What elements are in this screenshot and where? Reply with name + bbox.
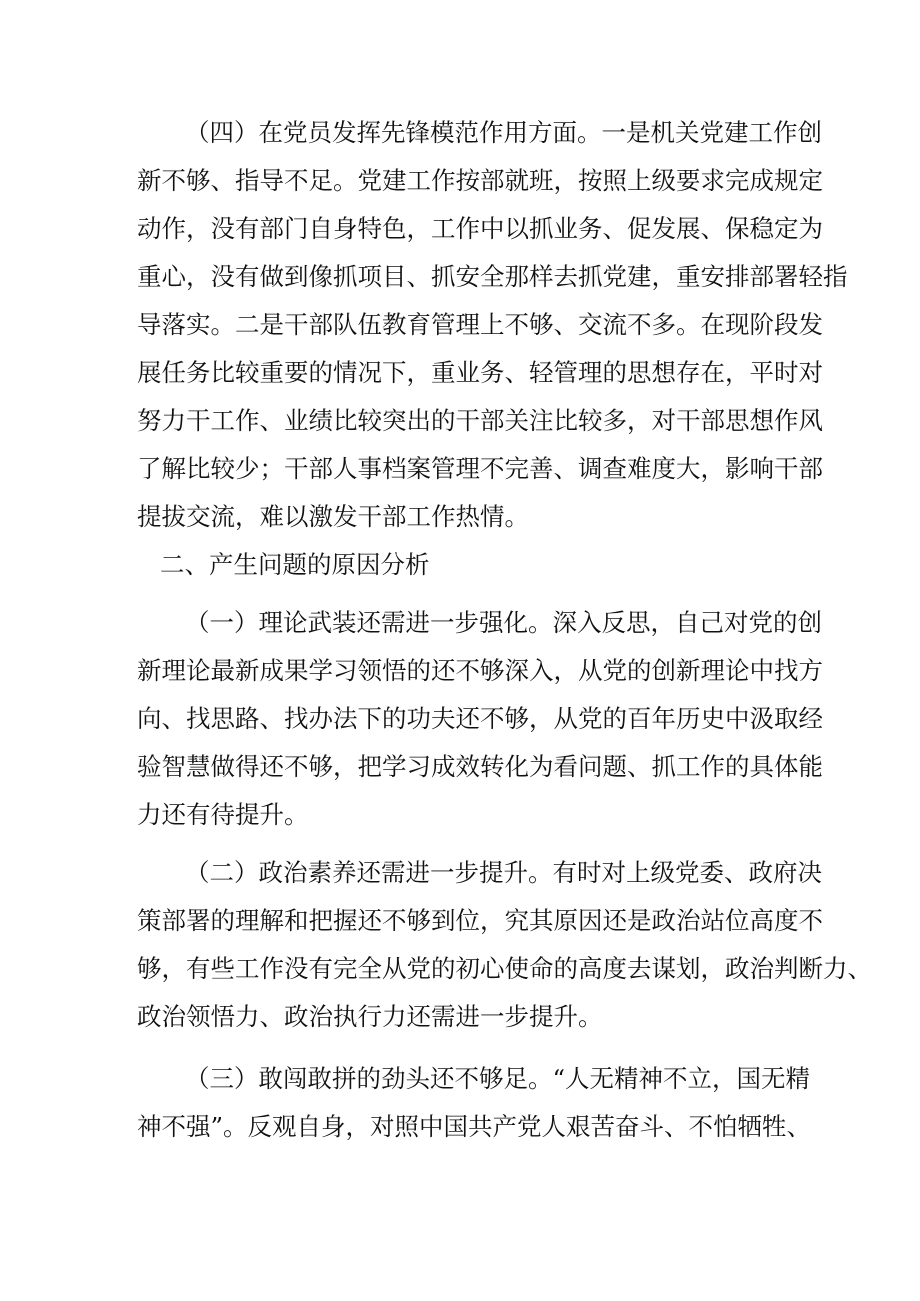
- paragraph-3-line-1: （三）敢闯敢拼的劲头还不够足。“人无精神不立，国无精: [185, 1064, 811, 1093]
- paragraph-4-line-9: 提拔交流，难以激发干部工作热情。: [137, 502, 529, 531]
- paragraph-1-line-1: （一）理论武装还需进一步强化。深入反思，自己对党的创: [185, 608, 822, 637]
- paragraph-4-line-1: （四）在党员发挥先锋模范作用方面。一是机关党建工作创: [185, 118, 822, 147]
- paragraph-1-line-3: 向、找思路、找办法下的功夫还不够，从党的百年历史中汲取经: [137, 704, 823, 733]
- paragraph-2-line-2: 策部署的理解和把握还不够到位，究其原因还是政治站位高度不: [137, 906, 823, 935]
- paragraph-4-line-2: 新不够、指导不足。党建工作按部就班，按照上级要求完成规定: [137, 166, 823, 195]
- paragraph-4-line-4: 重心，没有做到像抓项目、抓安全那样去抓党建，重安排部署轻指: [137, 262, 848, 291]
- paragraph-3-line-2: 神不强”。反观自身，对照中国共产党人艰苦奋斗、不怕牺牲、: [137, 1112, 812, 1141]
- paragraph-1-line-2: 新理论最新成果学习领悟的还不够深入，从党的创新理论中找方: [137, 656, 823, 685]
- paragraph-1-line-4: 验智慧做得还不够，把学习成效转化为看问题、抓工作的具体能: [137, 752, 823, 781]
- paragraph-4-line-6: 展任务比较重要的情况下，重业务、轻管理的思想存在，平时对: [137, 358, 823, 387]
- paragraph-2-line-3: 够，有些工作没有完全从党的初心使命的高度去谋划，政治判断力、: [137, 954, 872, 983]
- paragraph-2-line-4: 政治领悟力、政治执行力还需进一步提升。: [137, 1002, 603, 1031]
- paragraph-4-line-5: 导落实。二是干部队伍教育管理上不够、交流不多。在现阶段发: [137, 310, 823, 339]
- paragraph-4-line-3: 动作，没有部门自身特色，工作中以抓业务、促发展、保稳定为: [137, 214, 823, 243]
- paragraph-4-line-8: 了解比较少；干部人事档案管理不完善、调查难度大，影响干部: [137, 454, 823, 483]
- paragraph-1-line-5: 力还有待提升。: [137, 800, 309, 829]
- paragraph-2-line-1: （二）政治素养还需进一步提升。有时对上级党委、政府决: [185, 858, 822, 887]
- paragraph-4-line-7: 努力干工作、业绩比较突出的干部关注比较多，对干部思想作风: [137, 406, 823, 435]
- section-heading: 二、产生问题的原因分析: [160, 550, 430, 579]
